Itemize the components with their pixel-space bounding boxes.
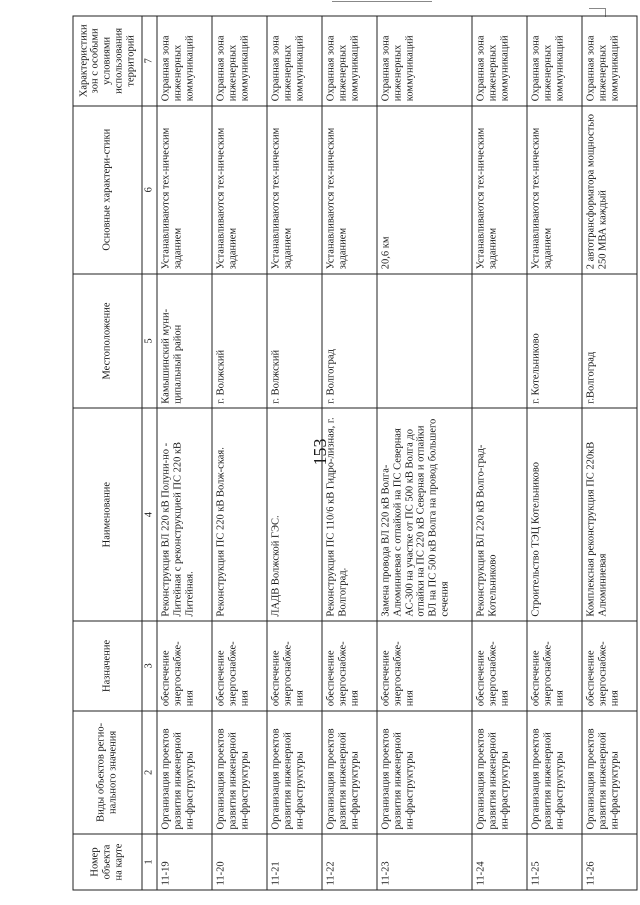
cell-object-type: Организация проектов развития инженерной ин-фраструктуры [377, 711, 472, 834]
cell-location: г. Волжский [212, 274, 267, 408]
cell-characteristics: 20,6 км [377, 106, 472, 274]
cell-location: г. Волжский [267, 274, 322, 408]
cell-object-number: 11-21 [267, 834, 322, 890]
cell-location: Камышинский муни-ципальный район [157, 274, 212, 408]
header-object-number: Номер объекта на карте [73, 834, 142, 890]
header-object-type: Виды объектов регио-нального значения [73, 711, 142, 834]
cell-object-type: Организация проектов развития инженерной ин-фраструктуры [157, 711, 212, 834]
cell-characteristics: Устанавливаются тех-ническим заданием [267, 106, 322, 274]
cell-location: г. Волгоград [322, 274, 377, 408]
cell-object-type: Организация проектов развития инженерной ин-фраструктуры [322, 711, 377, 834]
header-name: Наименование [73, 408, 142, 621]
column-number-row [142, 16, 157, 890]
cell-purpose: обеспечение энергоснабже-ния [527, 621, 582, 711]
cell-purpose: обеспечение энергоснабже-ния [267, 621, 322, 711]
cell-name: Комплексная реконструкция ПС 220кВ Алюминиевая [582, 408, 637, 621]
cell-zone-characteristics: Охранная зона инженерных коммуникаций [322, 16, 377, 106]
cell-zone-characteristics: Охранная зона инженерных коммуникаций [527, 16, 582, 106]
cell-purpose: обеспечение энергоснабже-ния [212, 621, 267, 711]
table-row [527, 16, 582, 890]
cell-object-number: 11-22 [322, 834, 377, 890]
column-number: 3 [142, 621, 157, 711]
cell-location [377, 274, 472, 408]
cell-name: Реконструкция ВЛ 220 кВ Волго-град-Котельниково [472, 408, 527, 621]
column-number: 4 [142, 408, 157, 621]
objects-table-container [73, 16, 620, 891]
cell-object-number: 11-26 [582, 834, 637, 890]
objects-table [73, 16, 638, 891]
cell-characteristics: Устанавливаются тех-ническим заданием [527, 106, 582, 274]
cell-object-type: Организация проектов развития инженерной ин-фраструктуры [472, 711, 527, 834]
table-row [582, 16, 637, 890]
cell-characteristics: Устанавливаются тех-ническим заданием [322, 106, 377, 274]
cell-name: Реконструкция ПС 220 кВ Волж-ская. [212, 408, 267, 621]
column-number: 5 [142, 274, 157, 408]
cell-characteristics: Устанавливаются тех-ническим заданием [472, 106, 527, 274]
table-header-row [73, 16, 142, 890]
header-characteristics: Основные характери-стики [73, 106, 142, 274]
cell-zone-characteristics: Охранная зона инженерных коммуникаций [212, 16, 267, 106]
column-number: 6 [142, 106, 157, 274]
cell-object-number: 11-20 [212, 834, 267, 890]
cell-characteristics: Устанавливаются тех-ническим заданием [157, 106, 212, 274]
cell-characteristics: Устанавливаются тех-ническим заданием [212, 106, 267, 274]
header-zone-characteristics: Характеристики зон с особыми условиями использования территорий [73, 16, 142, 106]
cell-name: Замена провода ВЛ 220 кВ Волга-Алюминиевая с отпайкой на ПС Северная АС-300 на участке от ПС 500 кВ Волга до отпайки на ПС 220 кВ Северная и отпайки ВЛ на ПС 500 кВ Волга на провод большего сечения [377, 408, 472, 621]
table-row [322, 16, 377, 890]
cell-zone-characteristics: Охранная зона инженерных коммуникаций [472, 16, 527, 106]
cell-object-type: Организация проектов развития инженерной ин-фраструктуры [582, 711, 637, 834]
page-number: 153 [310, 438, 330, 466]
table-row [377, 16, 472, 890]
cell-characteristics: 2 автотрансформатора мощностью 250 МВА каждый [582, 106, 637, 274]
cell-purpose: обеспечение энергоснабже-ния [157, 621, 212, 711]
cell-object-number: 11-19 [157, 834, 212, 890]
cell-purpose: обеспечение энергоснабже-ния [377, 621, 472, 711]
cell-location [472, 274, 527, 408]
cell-purpose: обеспечение энергоснабже-ния [322, 621, 377, 711]
cell-object-type: Организация проектов развития инженерной ин-фраструктуры [527, 711, 582, 834]
cell-purpose: обеспечение энергоснабже-ния [472, 621, 527, 711]
cell-zone-characteristics: Охранная зона инженерных коммуникаций [377, 16, 472, 106]
table-row [157, 16, 212, 890]
cell-location: г.Волгоград [582, 274, 637, 408]
cell-object-number: 11-24 [472, 834, 527, 890]
cell-zone-characteristics: Охранная зона инженерных коммуникаций [157, 16, 212, 106]
column-number: 2 [142, 711, 157, 834]
table-row [267, 16, 322, 890]
header-purpose: Назначение [73, 621, 142, 711]
cell-object-number: 11-23 [377, 834, 472, 890]
cell-location: г. Котельниково [527, 274, 582, 408]
cell-object-type: Организация проектов развития инженерной ин-фраструктуры [267, 711, 322, 834]
table-row [212, 16, 267, 890]
cell-name: Реконструкция ВЛ 220 кВ Полуни-но - Литейная с реконструкцией ПС 220 кВ Литейная. [157, 408, 212, 621]
cell-purpose: обеспечение энергоснабже-ния [582, 621, 637, 711]
cell-zone-characteristics: Охранная зона инженерных коммуникаций [582, 16, 637, 106]
scan-edge-line [332, 1, 432, 2]
cell-object-type: Организация проектов развития инженерной ин-фраструктуры [212, 711, 267, 834]
cell-name: Реконструкция ПС 110/6 кВ Гидро-лизная, г. Волгоград. [322, 408, 377, 621]
column-number: 7 [142, 16, 157, 106]
cell-name: ЛАДВ Волжской ГЭС. [267, 408, 322, 621]
cell-zone-characteristics: Охранная зона инженерных коммуникаций [267, 16, 322, 106]
table-row [472, 16, 527, 890]
header-location: Местоположение [73, 274, 142, 408]
cell-name: Строительство ТЭЦ Котельниково [527, 408, 582, 621]
cell-object-number: 11-25 [527, 834, 582, 890]
column-number: 1 [142, 834, 157, 890]
